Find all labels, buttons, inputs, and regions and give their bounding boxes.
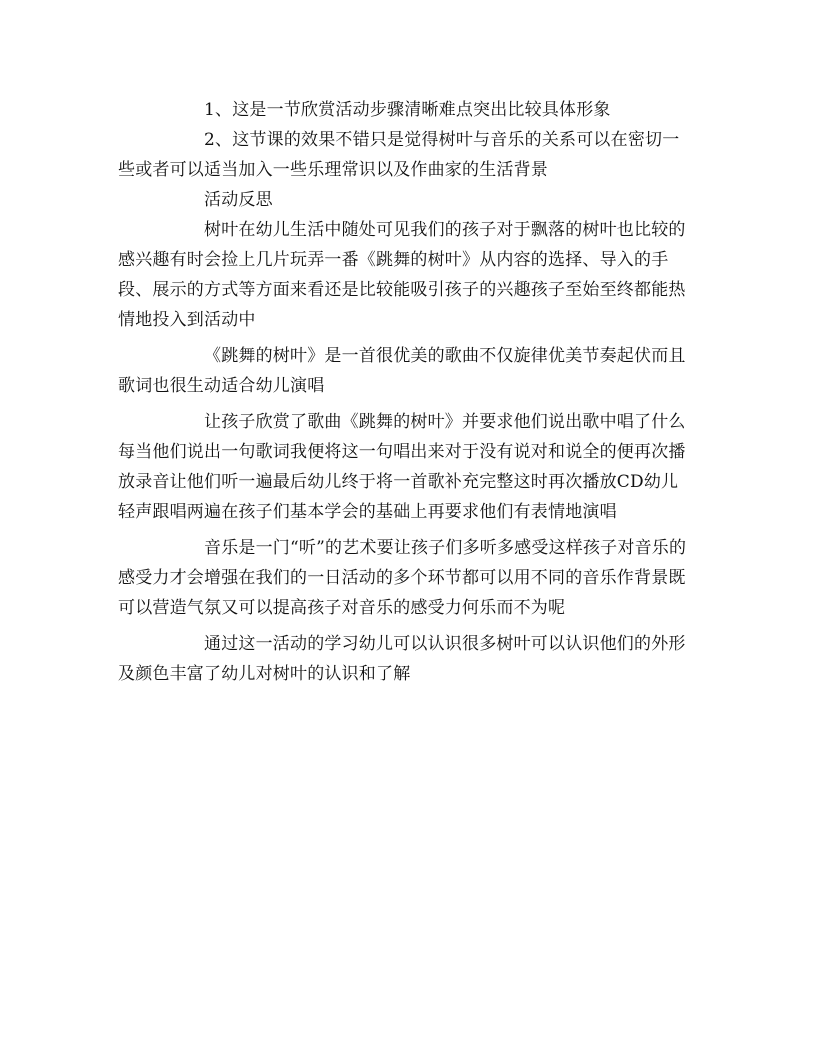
reflection-point-2: 2、这节课的效果不错只是觉得树叶与音乐的关系可以在密切一些或者可以适当加入一些乐理常识以及作曲家的生活背景 (118, 130, 680, 180)
paragraph-conclusion: 通过这一活动的学习幼儿可以认识很多树叶可以认识他们的外形及颜色丰富了幼儿对树叶的认识和了解 (118, 634, 686, 684)
document-body (118, 95, 690, 689)
reflection-point-1: 1、这是一节欣赏活动步骤清晰难点突出比较具体形象 (204, 100, 611, 120)
paragraph-interest: 树叶在幼儿生活中随处可见我们的孩子对于飘落的树叶也比较的感兴趣有时会捡上几片玩弄一番《跳舞的树叶》从内容的选择、导入的手段、展示的方式等方面来看还是比较能吸引孩子的兴趣孩子至始至终都能热情地投入到活动中 (118, 220, 686, 330)
paragraph-teaching: 让孩子欣赏了歌曲《跳舞的树叶》并要求他们说出歌中唱了什么每当他们说出一句歌词我便将这一句唱出来对于没有说对和说全的便再次播放录音让他们听一遍最后幼儿终于将一首歌补充完整这时再次播放CD幼儿轻声跟唱两遍在孩子们基本学会的基础上再要求他们有表情地演唱 (118, 412, 686, 522)
paragraph-music-art: 音乐是一门“听”的艺术要让孩子们多听多感受这样孩子对音乐的感受力才会增强在我们的一日活动的多个环节都可以用不同的音乐作背景既可以营造气氛又可以提高孩子对音乐的感受力何乐而不为呢 (118, 538, 687, 618)
section-heading: 活动反思 (204, 190, 273, 210)
paragraph-song: 《跳舞的树叶》是一首很优美的歌曲不仅旋律优美节奏起伏而且歌词也很生动适合幼儿演唱 (118, 346, 686, 396)
